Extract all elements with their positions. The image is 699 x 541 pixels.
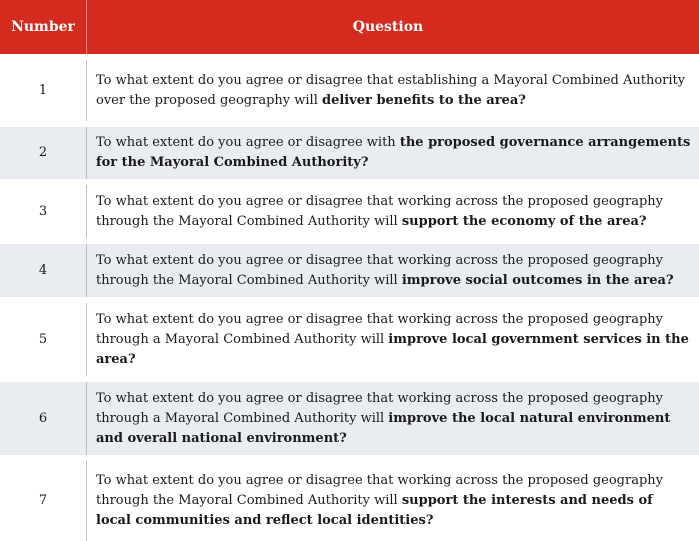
row-question bbox=[87, 471, 699, 531]
header-number: Number bbox=[11, 19, 75, 35]
row-question bbox=[87, 389, 699, 449]
question-text: To what extent do you agree or disagree that working across the proposed geography through the Mayoral Combined Authority will bbox=[96, 252, 663, 288]
table-row bbox=[0, 127, 699, 179]
question-emphasis: improve the local natural environment and overall national environment? bbox=[96, 410, 671, 446]
question-text: To what extent do you agree or disagree with bbox=[96, 135, 400, 150]
table-row bbox=[0, 461, 699, 541]
row-question bbox=[87, 133, 699, 173]
question-emphasis: improve social outcomes in the area? bbox=[401, 272, 674, 288]
row-question bbox=[87, 192, 699, 232]
table-row bbox=[0, 382, 699, 455]
header-question: Question bbox=[352, 19, 424, 35]
row-number: 7 bbox=[38, 493, 48, 508]
table-row bbox=[0, 185, 699, 238]
question-text: To what extent do you agree or disagree that working across the proposed geography through the Mayoral Combined Authority will bbox=[96, 193, 663, 229]
row-question bbox=[87, 310, 699, 370]
row-question bbox=[87, 71, 699, 111]
question-emphasis: support the interests and needs of local communities and reflect local identities? bbox=[96, 493, 653, 528]
question-emphasis: the proposed governance arrangements for the Mayoral Combined Authority? bbox=[96, 135, 691, 170]
question-text: To what extent do you agree or disagree that working across the proposed geography through the Mayoral Combined Authority will bbox=[96, 473, 663, 508]
question-emphasis: improve local government services in the area? bbox=[96, 331, 689, 367]
table-row bbox=[0, 244, 699, 297]
row-number: 2 bbox=[38, 145, 48, 160]
table-row bbox=[0, 303, 699, 376]
question-emphasis: support the economy of the area? bbox=[401, 213, 647, 229]
row-number: 4 bbox=[38, 262, 48, 278]
table-header bbox=[0, 0, 699, 54]
row-number: 5 bbox=[38, 331, 48, 347]
question-text: To what extent do you agree or disagree that working across the proposed geography through a Mayoral Combined Authority will bbox=[96, 311, 663, 347]
row-number: 6 bbox=[38, 410, 48, 426]
row-number: 3 bbox=[38, 203, 48, 219]
row-number: 1 bbox=[38, 82, 48, 98]
question-text: To what extent do you agree or disagree that establishing a Mayoral Combined Authority over the proposed geography will bbox=[96, 72, 686, 108]
question-text: To what extent do you agree or disagree that working across the proposed geography through a Mayoral Combined Authority will bbox=[96, 390, 663, 426]
table-row bbox=[0, 60, 699, 121]
question-emphasis: deliver benefits to the area? bbox=[322, 92, 526, 108]
row-question bbox=[87, 251, 699, 291]
